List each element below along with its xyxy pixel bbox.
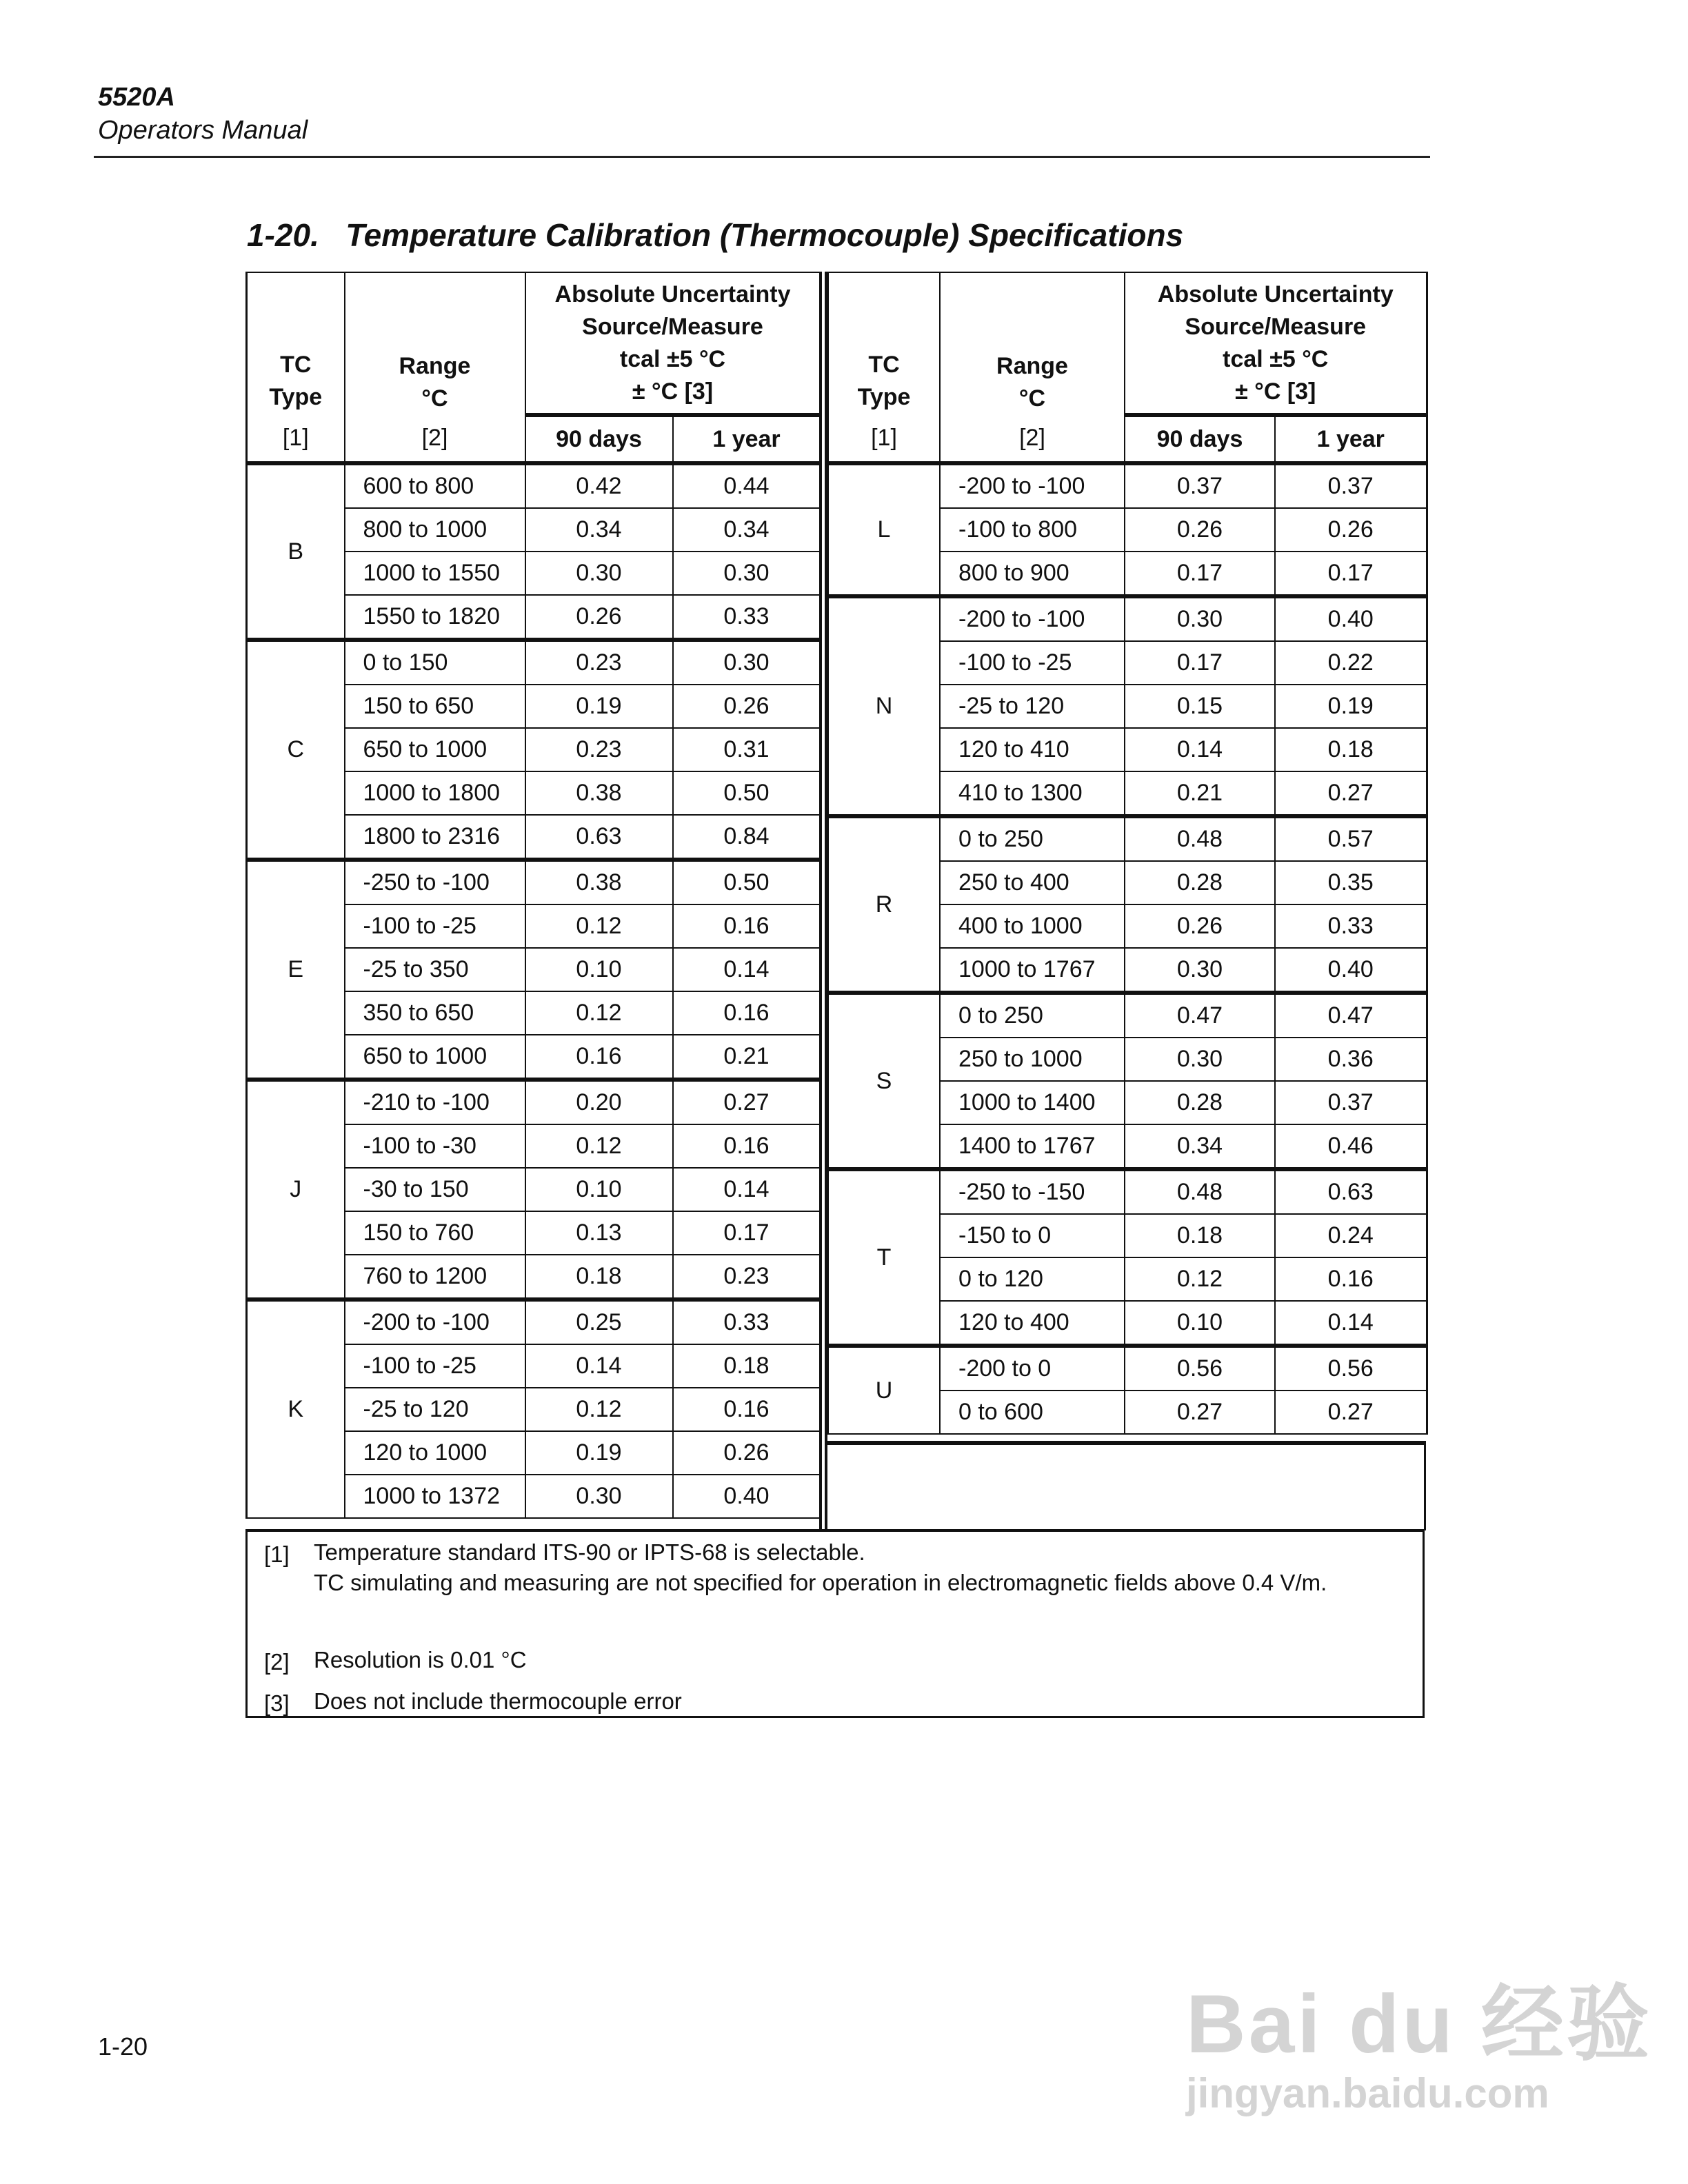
year1-cell: 0.33: [673, 595, 821, 640]
range-cell: 1400 to 1767: [940, 1124, 1125, 1169]
header-1-year: 1 year: [673, 415, 821, 463]
range-cell: -100 to -25: [940, 641, 1125, 685]
year1-cell: 0.17: [673, 1211, 821, 1255]
empty-cell: [827, 1441, 1426, 1530]
table-row: [828, 993, 1427, 1038]
note-2: [2]: [940, 415, 1125, 463]
year1-cell: 0.30: [673, 640, 821, 685]
range-cell: 0 to 600: [940, 1391, 1125, 1434]
range-cell: -100 to -30: [345, 1124, 525, 1168]
days90-cell: 0.48: [1125, 1169, 1275, 1214]
year1-cell: 0.14: [673, 948, 821, 991]
header-90-days: 90 days: [1125, 415, 1275, 463]
tc-type-cell: E: [247, 860, 345, 1080]
year1-cell: 0.27: [1275, 771, 1427, 816]
year1-cell: 0.27: [673, 1080, 821, 1124]
year1-cell: 0.50: [673, 860, 821, 904]
year1-cell: 0.16: [673, 904, 821, 948]
days90-cell: 0.10: [1125, 1301, 1275, 1346]
spec-table-left: [245, 272, 821, 1519]
range-cell: 0 to 250: [940, 816, 1125, 861]
footnote-text: Resolution is 0.01 °C: [314, 1647, 527, 1672]
year1-cell: 0.40: [673, 1475, 821, 1518]
year1-cell: 0.40: [1275, 596, 1427, 641]
range-cell: -250 to -150: [940, 1169, 1125, 1214]
range-cell: 1000 to 1372: [345, 1475, 525, 1518]
range-cell: 1000 to 1550: [345, 552, 525, 595]
table-row: [247, 1080, 821, 1124]
tc-type-cell: L: [828, 463, 940, 596]
range-cell: 250 to 1000: [940, 1038, 1125, 1081]
days90-cell: 0.28: [1125, 1081, 1275, 1124]
year1-cell: 0.47: [1275, 993, 1427, 1038]
range-cell: -25 to 120: [345, 1388, 525, 1431]
manual-model: 5520A: [98, 83, 175, 112]
year1-cell: 0.19: [1275, 685, 1427, 728]
year1-cell: 0.27: [1275, 1391, 1427, 1434]
year1-cell: 0.30: [673, 552, 821, 595]
range-cell: -200 to -100: [345, 1300, 525, 1344]
tc-type-cell: T: [828, 1169, 940, 1346]
tc-type-cell: C: [247, 640, 345, 860]
days90-cell: 0.10: [525, 1168, 673, 1211]
note-2: [2]: [345, 415, 525, 463]
days90-cell: 0.14: [1125, 728, 1275, 771]
range-cell: 0 to 120: [940, 1257, 1125, 1301]
range-cell: -200 to 0: [940, 1346, 1125, 1391]
days90-cell: 0.19: [525, 685, 673, 728]
days90-cell: 0.37: [1125, 463, 1275, 508]
days90-cell: 0.30: [525, 552, 673, 595]
manual-name: Operators Manual: [98, 116, 308, 145]
footnote-text: TC simulating and measuring are not specified for operation in electromagnetic fields above 0.4 V/m.: [314, 1570, 1327, 1595]
header-uncertainty: Absolute Uncertainty Source/Measure tcal ±5 °C ± °C [3]: [554, 281, 791, 405]
year1-cell: 0.24: [1275, 1214, 1427, 1257]
range-cell: -200 to -100: [940, 596, 1125, 641]
year1-cell: 0.21: [673, 1035, 821, 1080]
range-cell: 650 to 1000: [345, 728, 525, 771]
range-cell: -100 to -25: [345, 904, 525, 948]
days90-cell: 0.63: [525, 815, 673, 860]
days90-cell: 0.18: [1125, 1214, 1275, 1257]
range-cell: 600 to 800: [345, 463, 525, 508]
tc-type-cell: R: [828, 816, 940, 993]
footnote-text: Does not include thermocouple error: [314, 1688, 682, 1714]
days90-cell: 0.13: [525, 1211, 673, 1255]
range-cell: 150 to 650: [345, 685, 525, 728]
range-cell: 400 to 1000: [940, 904, 1125, 948]
table-title: 1-20. Temperature Calibration (Thermocouple) Specifications: [247, 217, 1184, 253]
year1-cell: 0.18: [673, 1344, 821, 1388]
year1-cell: 0.44: [673, 463, 821, 508]
range-cell: -210 to -100: [345, 1080, 525, 1124]
range-cell: -100 to -25: [345, 1344, 525, 1388]
days90-cell: 0.56: [1125, 1346, 1275, 1391]
range-cell: 150 to 760: [345, 1211, 525, 1255]
range-cell: -150 to 0: [940, 1214, 1125, 1257]
days90-cell: 0.17: [1125, 641, 1275, 685]
year1-cell: 0.16: [1275, 1257, 1427, 1301]
year1-cell: 0.14: [673, 1168, 821, 1211]
year1-cell: 0.40: [1275, 948, 1427, 993]
year1-cell: 0.35: [1275, 861, 1427, 904]
days90-cell: 0.23: [525, 728, 673, 771]
days90-cell: 0.25: [525, 1300, 673, 1344]
days90-cell: 0.21: [1125, 771, 1275, 816]
year1-cell: 0.26: [673, 685, 821, 728]
range-cell: 1000 to 1800: [345, 771, 525, 815]
table-row: [828, 463, 1427, 508]
year1-cell: 0.56: [1275, 1346, 1427, 1391]
days90-cell: 0.30: [1125, 1038, 1275, 1081]
days90-cell: 0.38: [525, 771, 673, 815]
range-cell: 760 to 1200: [345, 1255, 525, 1300]
footnote-text: Temperature standard ITS-90 or IPTS-68 is selectable.: [314, 1539, 865, 1565]
header-90-days: 90 days: [525, 415, 673, 463]
header-tc-type: TC Type: [857, 352, 911, 410]
days90-cell: 0.15: [1125, 685, 1275, 728]
page-number: 1-20: [98, 2032, 148, 2061]
table-row: [828, 596, 1427, 641]
year1-cell: 0.23: [673, 1255, 821, 1300]
table-row: [828, 1346, 1427, 1391]
days90-cell: 0.12: [525, 991, 673, 1035]
table-row: [247, 860, 821, 904]
range-cell: 1550 to 1820: [345, 595, 525, 640]
note-1: [1]: [247, 415, 345, 463]
days90-cell: 0.34: [1125, 1124, 1275, 1169]
range-cell: -200 to -100: [940, 463, 1125, 508]
days90-cell: 0.17: [1125, 552, 1275, 596]
header-rule: [94, 156, 1430, 158]
tc-type-cell: S: [828, 993, 940, 1169]
year1-cell: 0.84: [673, 815, 821, 860]
table-row: [247, 640, 821, 685]
range-cell: 120 to 1000: [345, 1431, 525, 1475]
days90-cell: 0.12: [525, 1124, 673, 1168]
tc-type-cell: K: [247, 1300, 345, 1518]
header-range: Range °C: [996, 353, 1068, 412]
year1-cell: 0.14: [1275, 1301, 1427, 1346]
days90-cell: 0.20: [525, 1080, 673, 1124]
table-row: [247, 1300, 821, 1344]
watermark-logo: Bai du 经验 jingyan.baidu.com: [1186, 1978, 1653, 2116]
table-row: [828, 1169, 1427, 1214]
days90-cell: 0.23: [525, 640, 673, 685]
range-cell: -100 to 800: [940, 508, 1125, 552]
range-cell: 350 to 650: [345, 991, 525, 1035]
table-row: [247, 463, 821, 508]
days90-cell: 0.27: [1125, 1391, 1275, 1434]
year1-cell: 0.26: [673, 1431, 821, 1475]
year1-cell: 0.22: [1275, 641, 1427, 685]
days90-cell: 0.19: [525, 1431, 673, 1475]
range-cell: -250 to -100: [345, 860, 525, 904]
year1-cell: 0.33: [1275, 904, 1427, 948]
year1-cell: 0.63: [1275, 1169, 1427, 1214]
days90-cell: 0.12: [525, 1388, 673, 1431]
year1-cell: 0.34: [673, 508, 821, 552]
year1-cell: 0.46: [1275, 1124, 1427, 1169]
range-cell: 1000 to 1767: [940, 948, 1125, 993]
days90-cell: 0.10: [525, 948, 673, 991]
days90-cell: 0.47: [1125, 993, 1275, 1038]
year1-cell: 0.16: [673, 1388, 821, 1431]
tc-type-cell: B: [247, 463, 345, 640]
year1-cell: 0.17: [1275, 552, 1427, 596]
footnote-label: [1]: [264, 1541, 290, 1567]
days90-cell: 0.26: [1125, 904, 1275, 948]
header-range: Range °C: [399, 353, 471, 412]
year1-cell: 0.37: [1275, 1081, 1427, 1124]
range-cell: -30 to 150: [345, 1168, 525, 1211]
days90-cell: 0.42: [525, 463, 673, 508]
year1-cell: 0.50: [673, 771, 821, 815]
range-cell: -25 to 120: [940, 685, 1125, 728]
header-uncertainty: Absolute Uncertainty Source/Measure tcal ±5 °C ± °C [3]: [1157, 281, 1394, 405]
days90-cell: 0.28: [1125, 861, 1275, 904]
days90-cell: 0.26: [525, 595, 673, 640]
range-cell: 0 to 250: [940, 993, 1125, 1038]
header-tc-type: TC Type: [269, 352, 323, 410]
days90-cell: 0.18: [525, 1255, 673, 1300]
days90-cell: 0.30: [1125, 596, 1275, 641]
year1-cell: 0.18: [1275, 728, 1427, 771]
range-cell: 0 to 150: [345, 640, 525, 685]
year1-cell: 0.16: [673, 1124, 821, 1168]
range-cell: -25 to 350: [345, 948, 525, 991]
range-cell: 410 to 1300: [940, 771, 1125, 816]
days90-cell: 0.14: [525, 1344, 673, 1388]
footnote-label: [3]: [264, 1690, 290, 1716]
year1-cell: 0.33: [673, 1300, 821, 1344]
days90-cell: 0.12: [525, 904, 673, 948]
year1-cell: 0.16: [673, 991, 821, 1035]
footnote-label: [2]: [264, 1649, 290, 1675]
range-cell: 650 to 1000: [345, 1035, 525, 1080]
note-1: [1]: [828, 415, 940, 463]
spec-table-right: [827, 272, 1428, 1435]
days90-cell: 0.38: [525, 860, 673, 904]
range-cell: 800 to 1000: [345, 508, 525, 552]
range-cell: 120 to 410: [940, 728, 1125, 771]
tc-type-cell: U: [828, 1346, 940, 1434]
range-cell: 1000 to 1400: [940, 1081, 1125, 1124]
days90-cell: 0.12: [1125, 1257, 1275, 1301]
year1-cell: 0.26: [1275, 508, 1427, 552]
days90-cell: 0.16: [525, 1035, 673, 1080]
range-cell: 250 to 400: [940, 861, 1125, 904]
days90-cell: 0.48: [1125, 816, 1275, 861]
days90-cell: 0.26: [1125, 508, 1275, 552]
year1-cell: 0.57: [1275, 816, 1427, 861]
table-row: [828, 816, 1427, 861]
header-1-year: 1 year: [1275, 415, 1427, 463]
days90-cell: 0.34: [525, 508, 673, 552]
year1-cell: 0.37: [1275, 463, 1427, 508]
days90-cell: 0.30: [525, 1475, 673, 1518]
days90-cell: 0.30: [1125, 948, 1275, 993]
tc-type-cell: J: [247, 1080, 345, 1300]
footnotes: [245, 1529, 1425, 1718]
table-divider: [819, 272, 827, 1530]
tc-type-cell: N: [828, 596, 940, 816]
range-cell: 800 to 900: [940, 552, 1125, 596]
range-cell: 1800 to 2316: [345, 815, 525, 860]
year1-cell: 0.36: [1275, 1038, 1427, 1081]
year1-cell: 0.31: [673, 728, 821, 771]
range-cell: 120 to 400: [940, 1301, 1125, 1346]
